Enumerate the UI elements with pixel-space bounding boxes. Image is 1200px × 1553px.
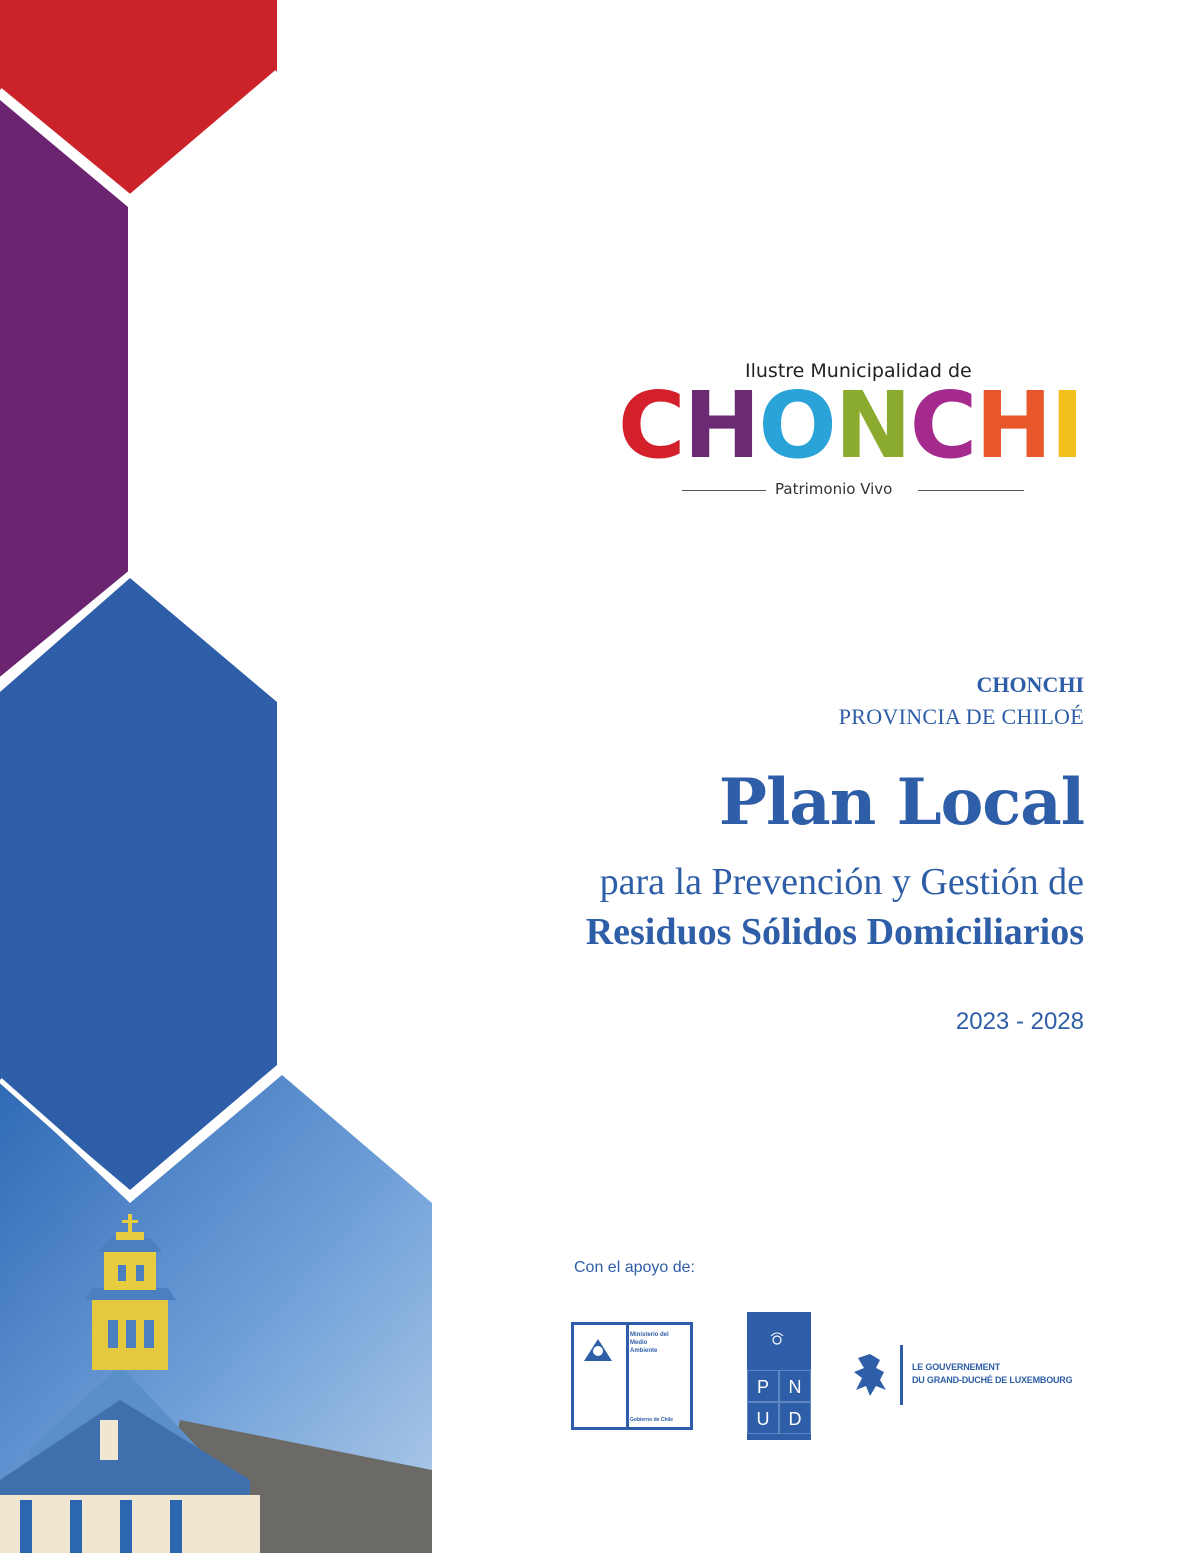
subtitle-line-2: Residuos Sólidos Domiciliarios [585,911,1084,953]
logo-tagline: Patrimonio Vivo [775,480,893,498]
logo-letter: O [758,372,835,479]
logo-letter: N [834,372,910,479]
pnud-letter: U [747,1402,779,1434]
support-label: Con el apoyo de: [574,1259,695,1276]
luxembourg-lion-icon [850,1350,892,1400]
pnud-letter: N [779,1370,811,1402]
city-name: CHONCHI [976,672,1084,697]
page-title: Plan Local [718,765,1084,840]
logo-supertitle: Ilustre Municipalidad de [745,360,972,382]
logo-letter: I [1050,372,1083,479]
logo-letter: C [909,372,976,479]
tagline-rule-left [682,490,766,491]
pnud-letter: P [747,1370,779,1402]
luxembourg-divider [900,1345,903,1405]
mma-name: Ministerio del Medio Ambiente [630,1332,669,1354]
cover-decoration [0,0,440,1553]
logo-letter: H [683,372,759,479]
province-name: PROVINCIA DE CHILOÉ [838,704,1084,729]
luxembourg-gov-name: LE GOUVERNEMENT DU GRAND-DUCHÉ DE LUXEMBOURG [912,1362,1073,1385]
pnud-logo [747,1312,811,1440]
mma-logo [571,1322,693,1430]
mma-gov-label: Gobierno de Chile [630,1417,674,1423]
chonchi-logo [618,372,1088,479]
chile-shield-icon [574,1325,629,1427]
pnud-letter: D [779,1402,811,1434]
plan-years: 2023 - 2028 [955,1008,1084,1035]
logo-letter: H [975,372,1051,479]
un-emblem-icon [747,1312,811,1362]
subtitle-line-1: para la Prevención y Gestión de [599,861,1084,903]
blue-hexagon [0,578,277,1190]
logo-letter: C [618,372,684,479]
tagline-rule-right [918,490,1024,491]
